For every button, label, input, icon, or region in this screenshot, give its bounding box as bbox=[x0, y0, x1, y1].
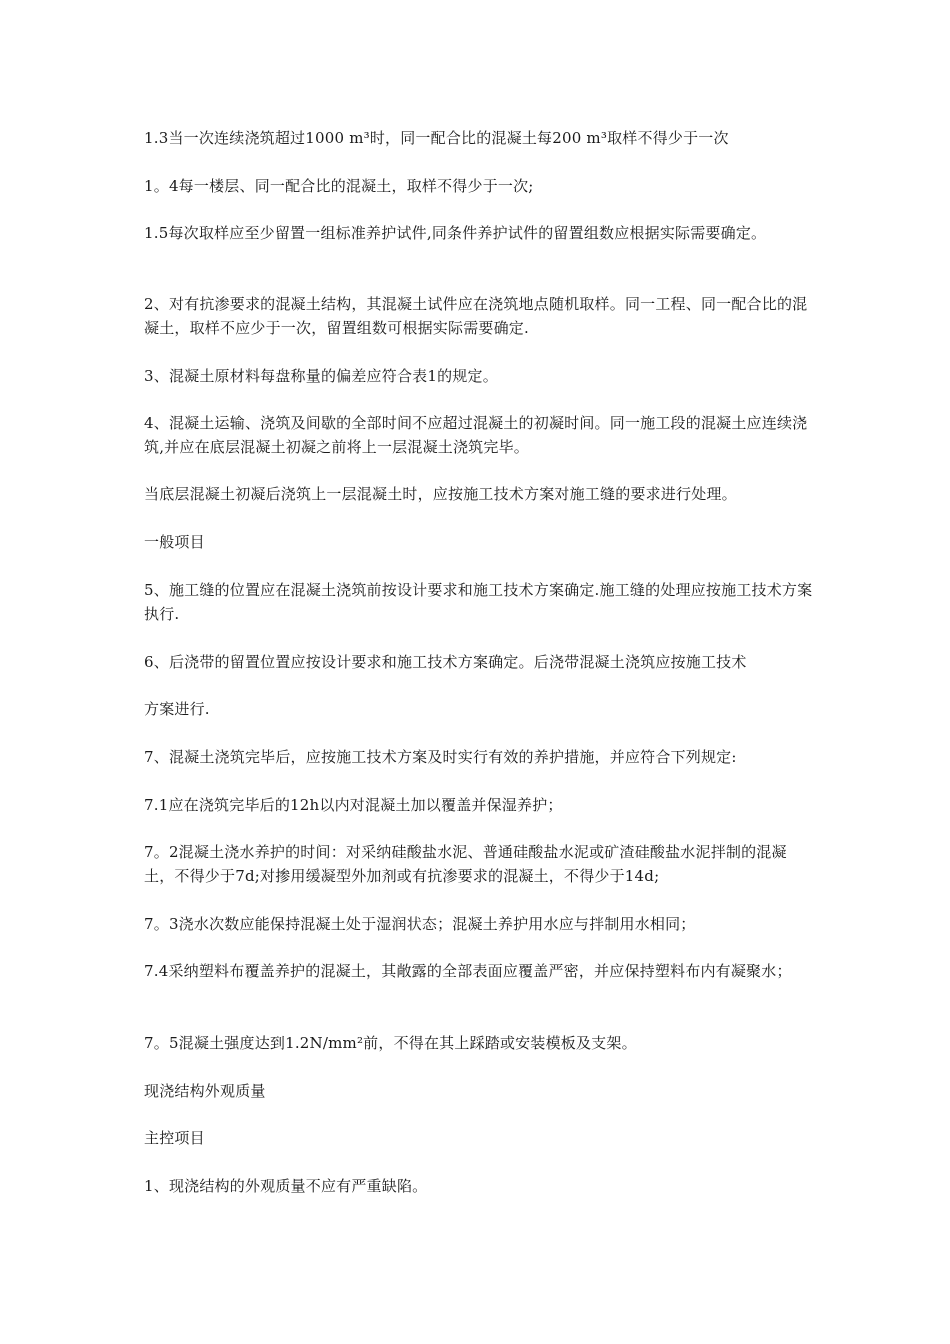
paragraph-7-5: 7。5混凝土强度达到1.2N/mm²前，不得在其上踩踏或安装模板及支架。 bbox=[144, 1034, 637, 1052]
paragraph-5: 5、施工缝的位置应在混凝土浇筑前按设计要求和施工技术方案确定.施工缝的处理应按施工技术方案执行. bbox=[144, 581, 813, 623]
paragraph-1-5: 1.5每次取样应至少留置一组标准养护试件,同条件养护试件的留置组数应根据实际需要确定。 bbox=[144, 224, 767, 242]
section-heading-main-control: 主控项目 bbox=[144, 1129, 205, 1147]
paragraph-6-cont: 方案进行. bbox=[144, 700, 210, 718]
paragraph-7-3: 7。3浇水次数应能保持混凝土处于湿润状态；混凝土养护用水应与拌制用水相同； bbox=[144, 915, 696, 933]
section-heading-general: 一般项目 bbox=[144, 533, 205, 551]
paragraph-3: 3、混凝土原材料每盘称量的偏差应符合表1的规定。 bbox=[144, 367, 498, 385]
section-heading-appearance: 现浇结构外观质量 bbox=[144, 1082, 266, 1100]
paragraph-7: 7、混凝土浇筑完毕后，应按施工技术方案及时实行有效的养护措施，并应符合下列规定: bbox=[144, 748, 737, 766]
paragraph-6: 6、后浇带的留置位置应按设计要求和施工技术方案确定。后浇带混凝土浇筑应按施工技术 bbox=[144, 653, 747, 671]
paragraph-2: 2、对有抗渗要求的混凝土结构，其混凝土试件应在浇筑地点随机取样。同一工程、同一配合比的混凝土，取样不应少于一次，留置组数可根据实际需要确定. bbox=[144, 295, 808, 337]
paragraph-1-3: 1.3当一次连续浇筑超过1000 m³时，同一配合比的混凝土每200 m³取样不得少于一次 bbox=[144, 129, 729, 147]
paragraph-7-4: 7.4采纳塑料布覆盖养护的混凝土，其敞露的全部表面应覆盖严密，并应保持塑料布内有凝聚水； bbox=[144, 962, 792, 980]
paragraph-main-1: 1、现浇结构的外观质量不应有严重缺陷。 bbox=[144, 1177, 428, 1195]
paragraph-4: 4、混凝土运输、浇筑及间歇的全部时间不应超过混凝土的初凝时间。同一施工段的混凝土应连续浇筑,并应在底层混凝土初凝之前将上一层混凝土浇筑完毕。 bbox=[144, 414, 808, 456]
paragraph-1-4: 1。4每一楼层、同一配合比的混凝土，取样不得少于一次; bbox=[144, 177, 534, 195]
paragraph-4-note: 当底层混凝土初凝后浇筑上一层混凝土时，应按施工技术方案对施工缝的要求进行处理。 bbox=[144, 485, 737, 503]
paragraph-7-1: 7.1应在浇筑完毕后的12h以内对混凝土加以覆盖并保湿养护； bbox=[144, 796, 563, 814]
paragraph-7-2: 7。2混凝土浇水养护的时间：对采纳硅酸盐水泥、普通硅酸盐水泥或矿渣硅酸盐水泥拌制的混凝土，不得少于7d;对掺用缓凝型外加剂或有抗渗要求的混凝土，不得少于14d; bbox=[144, 843, 787, 885]
